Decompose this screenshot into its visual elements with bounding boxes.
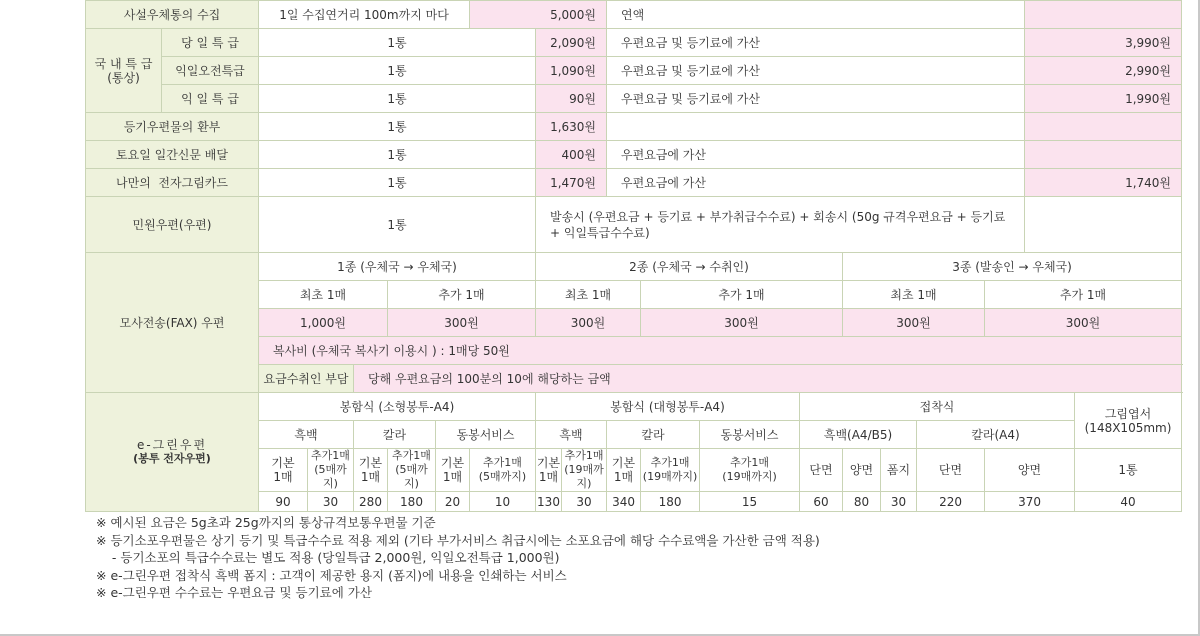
footnote: ※ 등기소포우편물은 상기 등기 및 특급수수료 적용 제외 (기타 부가서비스 취급시에는 소포요금에 해당 수수료액을 가산한 금액 적용) xyxy=(96,532,820,548)
egreen-value: 370 xyxy=(985,492,1075,512)
egreen-item: 1통 xyxy=(1075,449,1182,492)
saturday-label: 토요일 일간신문 배달 xyxy=(86,141,259,169)
egreen-label xyxy=(86,393,259,512)
fee-table xyxy=(85,0,1182,512)
ecard-extra: 1,740원 xyxy=(1025,169,1182,197)
collection-extra xyxy=(1025,1,1182,29)
express-row-extra: 2,990원 xyxy=(1025,57,1182,85)
collection-fee: 5,000원 xyxy=(470,1,607,29)
refund-label: 등기우편물의 환부 xyxy=(86,113,259,141)
egreen-value: 30 xyxy=(308,492,354,512)
egreen-color: 흑백(A4/B5) xyxy=(800,421,917,449)
egreen-item: 양면 xyxy=(985,449,1075,492)
civil-note: 발송시 (우편요금 + 등기료 + 부가취급수수료) + 회송시 (50g 규격우편요금 + 등기료 + 익일특급수수료) xyxy=(536,197,1025,253)
fax-fee: 1,000원 xyxy=(259,309,388,337)
express-row-label: 당 일 특 급 xyxy=(162,29,259,57)
egreen-value: 30 xyxy=(881,492,917,512)
egreen-value: 80 xyxy=(843,492,881,512)
express-row-note: 우편요금 및 등기료에 가산 xyxy=(607,57,1025,85)
egreen-item: 기본 1매 xyxy=(607,449,641,492)
refund-unit: 1통 xyxy=(259,113,536,141)
egreen-item: 추가1매 (19매까지) xyxy=(700,449,800,492)
ecard-label: 나만의 전자그림카드 xyxy=(86,169,259,197)
egreen-value: 180 xyxy=(641,492,700,512)
express-row-fee: 90원 xyxy=(536,85,607,113)
egreen-color: 칼라(A4) xyxy=(917,421,1075,449)
fax-kind: 3종 (발송인 → 우체국) xyxy=(843,253,1182,281)
express-row-unit: 1통 xyxy=(259,85,536,113)
egreen-item: 폼지 xyxy=(881,449,917,492)
egreen-group: 봉함식 (소형봉투-A4) xyxy=(259,393,536,421)
footnote: ※ 예시된 요금은 5g초과 25g까지의 통상규격보통우편물 기준 xyxy=(96,515,436,530)
collection-label: 사설우체통의 수집 xyxy=(86,1,259,29)
fax-sub: 추가 1매 xyxy=(641,281,843,309)
egreen-item: 기본 1매 xyxy=(354,449,388,492)
recipient-label: 요금수취인 부담 xyxy=(259,365,354,393)
egreen-value: 10 xyxy=(470,492,536,512)
fax-sub: 최초 1매 xyxy=(259,281,388,309)
egreen-item: 추가1매 (19매까지) xyxy=(641,449,700,492)
saturday-extra xyxy=(1025,141,1182,169)
fax-fee: 300원 xyxy=(843,309,985,337)
fax-sub: 추가 1매 xyxy=(388,281,536,309)
footnote: ※ e-그린우편 수수료는 우편요금 및 등기료에 가산 xyxy=(96,585,372,600)
express-row-label: 익 일 특 급 xyxy=(162,85,259,113)
recipient-note: 당해 우편요금의 100분의 10에 해당하는 금액 xyxy=(354,365,1182,393)
egreen-value: 340 xyxy=(607,492,641,512)
fax-fee: 300원 xyxy=(388,309,536,337)
egreen-color: 흑백 xyxy=(536,421,607,449)
egreen-value: 180 xyxy=(388,492,436,512)
express-row-fee: 1,090원 xyxy=(536,57,607,85)
civil-label: 민원우편(우편) xyxy=(86,197,259,253)
refund-fee: 1,630원 xyxy=(536,113,607,141)
egreen-value: 30 xyxy=(562,492,607,512)
egreen-title: e-그린우편 xyxy=(136,438,208,452)
express-row-unit: 1통 xyxy=(259,29,536,57)
egreen-picture: 그림엽서 (148X105mm) xyxy=(1075,393,1182,449)
express-row-label: 익일오전특급 xyxy=(162,57,259,85)
egreen-item: 기본 1매 xyxy=(436,449,470,492)
express-row-note: 우편요금 및 등기료에 가산 xyxy=(607,85,1025,113)
egreen-color: 흑백 xyxy=(259,421,354,449)
egreen-item: 양면 xyxy=(843,449,881,492)
egreen-value: 60 xyxy=(800,492,843,512)
egreen-item: 추가1매 (19매까지) xyxy=(562,449,607,492)
fax-kind: 1종 (우체국 → 우체국) xyxy=(259,253,536,281)
fax-kind: 2종 (우체국 → 수취인) xyxy=(536,253,843,281)
ecard-unit: 1통 xyxy=(259,169,536,197)
egreen-item: 추가1매 (5매까지) xyxy=(470,449,536,492)
ecard-fee: 1,470원 xyxy=(536,169,607,197)
express-row-note: 우편요금 및 등기료에 가산 xyxy=(607,29,1025,57)
footnote: - 등기소포의 특급수수료는 별도 적용 (당일특급 2,000원, 익일오전특급 1,000원) xyxy=(96,550,560,565)
saturday-unit: 1통 xyxy=(259,141,536,169)
egreen-value: 20 xyxy=(436,492,470,512)
egreen-item: 단면 xyxy=(800,449,843,492)
fax-fee: 300원 xyxy=(641,309,843,337)
civil-unit: 1통 xyxy=(259,197,536,253)
footnotes xyxy=(96,514,820,602)
refund-note xyxy=(607,113,1025,141)
fax-sub: 추가 1매 xyxy=(985,281,1182,309)
egreen-value: 15 xyxy=(700,492,800,512)
saturday-fee: 400원 xyxy=(536,141,607,169)
egreen-item: 추가1매 (5매까지) xyxy=(388,449,436,492)
fax-copy: 복사비 (우체국 복사기 이용시 ) : 1매당 50원 xyxy=(259,337,1182,365)
egreen-group: 봉함식 (대형봉투-A4) xyxy=(536,393,800,421)
fax-fee: 300원 xyxy=(536,309,641,337)
saturday-note: 우편요금에 가산 xyxy=(607,141,1025,169)
egreen-color: 동봉서비스 xyxy=(700,421,800,449)
fax-sub: 최초 1매 xyxy=(843,281,985,309)
egreen-value: 220 xyxy=(917,492,985,512)
egreen-color: 칼라 xyxy=(607,421,700,449)
ecard-note: 우편요금에 가산 xyxy=(607,169,1025,197)
express-row-unit: 1통 xyxy=(259,57,536,85)
egreen-item: 단면 xyxy=(917,449,985,492)
fax-fee: 300원 xyxy=(985,309,1182,337)
egreen-subtitle: (봉투 전자우편) xyxy=(133,452,211,465)
refund-extra xyxy=(1025,113,1182,141)
express-row-extra: 1,990원 xyxy=(1025,85,1182,113)
egreen-item: 기본 1매 xyxy=(259,449,308,492)
egreen-color: 칼라 xyxy=(354,421,436,449)
fax-sub: 최초 1매 xyxy=(536,281,641,309)
egreen-value: 130 xyxy=(536,492,562,512)
egreen-value: 90 xyxy=(259,492,308,512)
express-row-fee: 2,090원 xyxy=(536,29,607,57)
egreen-item: 기본 1매 xyxy=(536,449,562,492)
egreen-value: 280 xyxy=(354,492,388,512)
egreen-color: 동봉서비스 xyxy=(436,421,536,449)
egreen-value: 40 xyxy=(1075,492,1182,512)
collection-note: 연액 xyxy=(607,1,1025,29)
fax-label: 모사전송(FAX) 우편 xyxy=(86,253,259,393)
civil-extra xyxy=(1025,197,1182,253)
egreen-group: 접착식 xyxy=(800,393,1075,421)
collection-unit: 1일 수집연거리 100m까지 마다 xyxy=(259,1,470,29)
footnote: ※ e-그린우편 접착식 흑백 폼지 : 고객이 제공한 용지 (폼지)에 내용을 인쇄하는 서비스 xyxy=(96,567,567,583)
express-label: 국 내 특 급 (통상) xyxy=(86,29,162,113)
express-row-extra: 3,990원 xyxy=(1025,29,1182,57)
egreen-item: 추가1매 (5매까지) xyxy=(308,449,354,492)
